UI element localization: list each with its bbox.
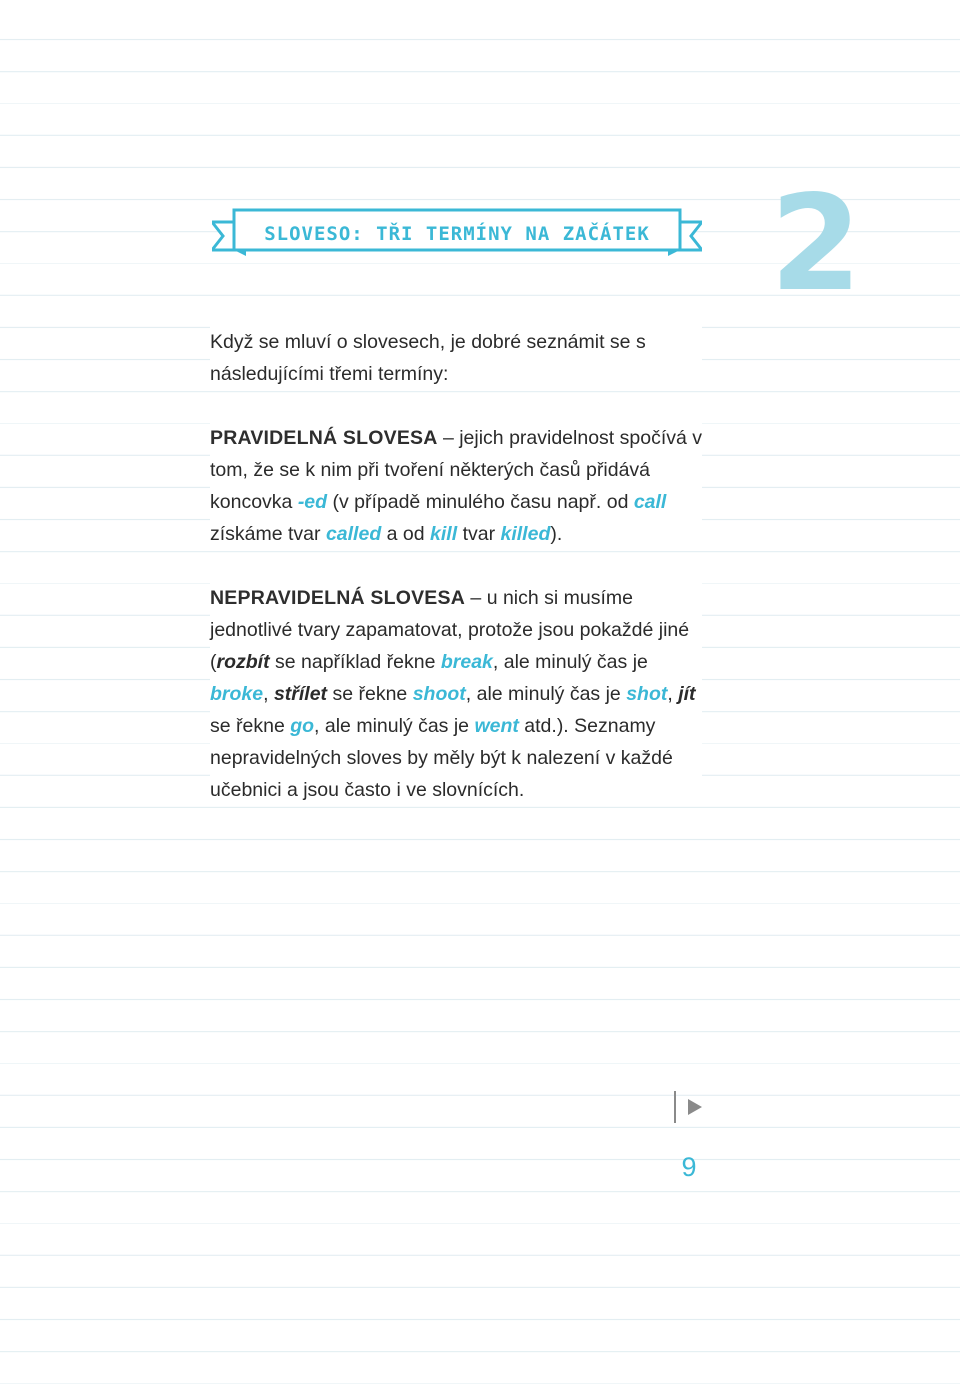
- term-regular-verbs: PRAVIDELNÁ SLOVESA: [210, 427, 438, 449]
- text-run: ,: [263, 683, 274, 705]
- highlight-example: called: [325, 523, 382, 545]
- text-run: získáme tvar: [210, 523, 326, 545]
- english-word: go: [290, 715, 315, 737]
- next-page-indicator: [674, 1091, 706, 1123]
- regular-verbs-paragraph: [210, 422, 702, 550]
- text-run: , ale minulý čas je: [465, 683, 627, 705]
- intro-paragraph: Když se mluví o slovesech, je dobré seznámit se s následujícími třemi termíny:: [210, 326, 702, 390]
- highlight-ending: -ed: [297, 491, 328, 513]
- text-run: , ale minulý čas je: [314, 715, 475, 737]
- text-run: tvar: [457, 523, 501, 545]
- intro-block: [210, 326, 702, 390]
- page-number: 9: [681, 1152, 697, 1182]
- text-run: – jejich pravidelnost spočívá v tom, že se k nim při tvoření některých časů přidává koncovka: [210, 427, 702, 513]
- czech-word: střílet: [273, 683, 328, 705]
- section-title: SLOVESO: TŘI TERMÍNY NA ZAČÁTEK: [264, 223, 650, 245]
- text-run: se například řekne: [269, 651, 441, 673]
- term-irregular-verbs: NEPRAVIDELNÁ SLOVESA: [210, 587, 466, 609]
- highlight-example: killed: [500, 523, 551, 545]
- highlight-example: call: [633, 491, 667, 513]
- text-run: – u nich si musíme jednotlivé tvary zapamatovat, protože jsou pokaždé jiné (: [210, 587, 690, 673]
- text-run: a od: [381, 523, 431, 545]
- irregular-verbs-paragraph: [210, 582, 702, 806]
- highlight-example: kill: [430, 523, 458, 545]
- text-run: , ale minulý čas je: [492, 651, 648, 673]
- english-word: went: [474, 715, 519, 737]
- english-word: break: [440, 651, 493, 673]
- text-run: se řekne: [327, 683, 413, 705]
- text-run: atd.). Seznamy nepravidelných sloves by měly být k nalezení v každé učebnici a jsou často i ve slovnících.: [210, 715, 673, 801]
- text-run: ).: [550, 523, 563, 545]
- english-word: shot: [626, 683, 668, 705]
- nav-divider: [674, 1091, 676, 1123]
- english-word: broke: [210, 683, 264, 705]
- text-run: se řekne: [210, 715, 291, 737]
- text-run: ,: [667, 683, 679, 705]
- chapter-number: 2: [770, 167, 862, 321]
- irregular-verbs-block: [210, 582, 702, 806]
- text-run: (v případě minulého času např. od: [327, 491, 634, 513]
- play-arrow-icon: [688, 1099, 702, 1115]
- czech-word: jít: [678, 683, 696, 705]
- czech-word: rozbít: [216, 651, 270, 673]
- section-banner: [212, 208, 702, 258]
- regular-verbs-block: [210, 422, 702, 550]
- english-word: shoot: [412, 683, 466, 705]
